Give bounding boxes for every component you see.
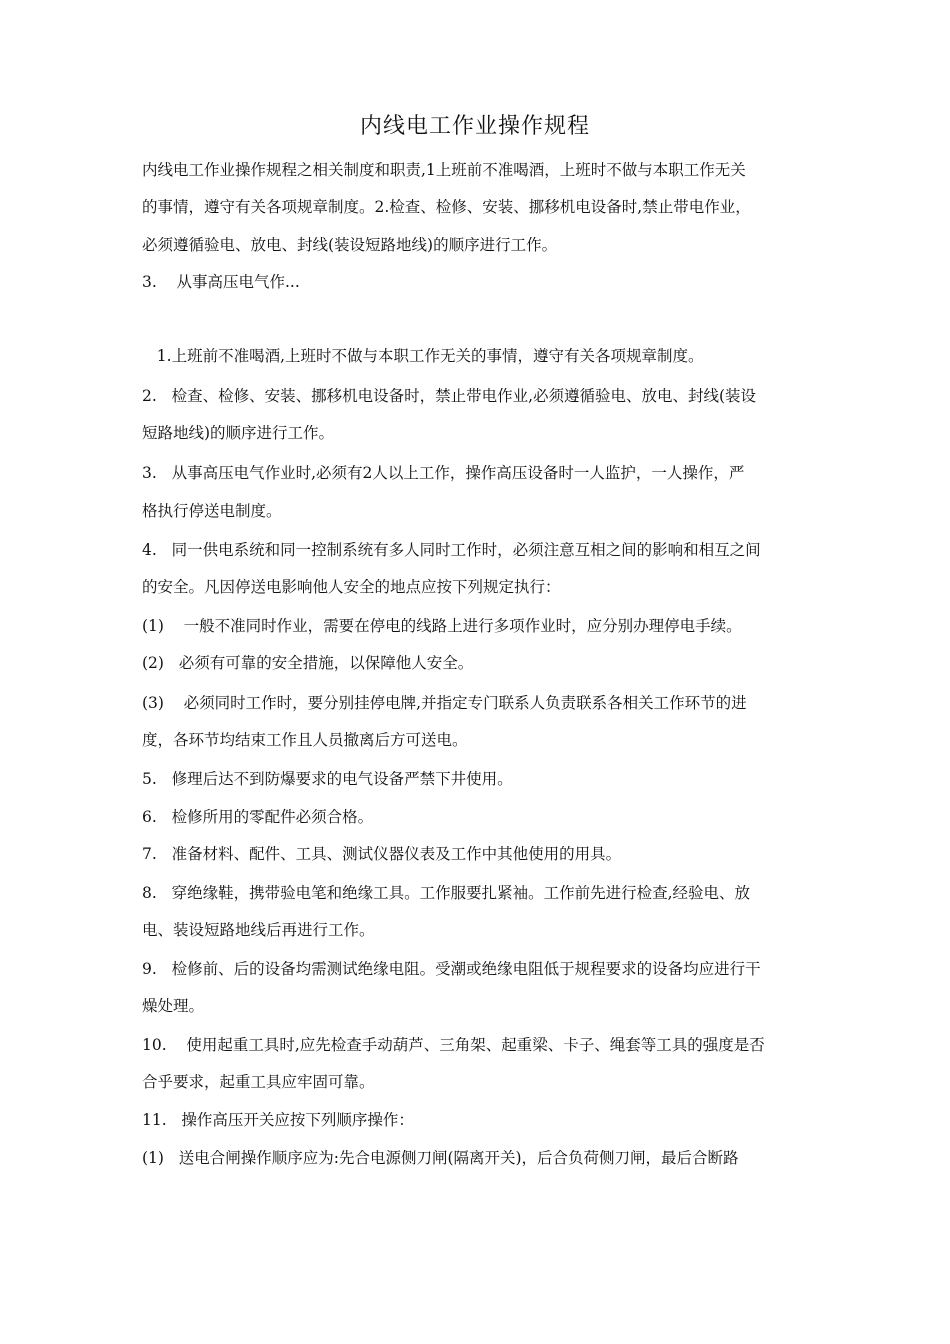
body-line: (1) 送电合闸操作顺序应为:先合电源侧刀闸(隔离开关)，后合负荷侧刀闸，最后合断路 xyxy=(142,1149,739,1167)
body-line: 11. 操作高压开关应按下列顺序操作： xyxy=(142,1111,414,1129)
body-line: 燥处理。 xyxy=(142,997,205,1015)
document-title: 内线电工作业操作规程 xyxy=(359,114,590,139)
body-line: 度，各环节均结束工作且人员撤离后方可送电。 xyxy=(142,731,468,749)
body-line: 10. 使用起重工具时,应先检查手动葫芦、三角架、起重梁、卡子、绳套等工具的强度是否 xyxy=(142,1036,765,1054)
intro-line: 内线电工作业操作规程之相关制度和职责,1上班前不准喝酒，上班时不做与本职工作无关 xyxy=(142,161,746,179)
body-line: 8. 穿绝缘鞋，携带验电笔和绝缘工具。工作服要扎紧袖。工作前先进行检查,经验电、放 xyxy=(142,884,750,902)
body-line: 5. 修理后达不到防爆要求的电气设备严禁下井使用。 xyxy=(142,770,513,788)
body-line: (3) 必须同时工作时，要分别挂停电牌,并指定专门联系人负责联系各相关工作环节的进 xyxy=(142,694,747,712)
body-line: 短路地线)的顺序进行工作。 xyxy=(142,424,335,442)
intro-line: 的事情，遵守有关各项规章制度。2.检查、检修、安装、挪移机电设备时,禁止带电作业， xyxy=(142,198,751,216)
body-line: 合乎要求，起重工具应牢固可靠。 xyxy=(142,1073,375,1091)
body-line: (2) 必须有可靠的安全措施，以保障他人安全。 xyxy=(142,654,474,672)
body-line: 9. 检修前、后的设备均需测试绝缘电阻。受潮或绝缘电阻低于规程要求的设备均应进行干 xyxy=(142,960,761,978)
intro-line: 必须遵循验电、放电、封线(装设短路地线)的顺序进行工作。 xyxy=(142,236,558,254)
body-line: 7. 准备材料、配件、工具、测试仪器仪表及工作中其他使用的用具。 xyxy=(142,845,622,863)
body-line: 3. 从事高压电气作业时,必须有2人以上工作，操作高压设备时一人监护，一人操作，严 xyxy=(142,464,745,482)
body-line: 格执行停送电制度。 xyxy=(142,502,282,520)
body-line: 4. 同一供电系统和同一控制系统有多人同时工作时，必须注意互相之间的影响和相互之间 xyxy=(142,541,761,559)
intro-line: 3. 从事高压电气作... xyxy=(142,273,300,291)
body-line: 1.上班前不准喝酒,上班时不做与本职工作无关的事情，遵守有关各项规章制度。 xyxy=(142,347,704,365)
body-line: 电、装设短路地线后再进行工作。 xyxy=(142,921,375,939)
body-line: 的安全。凡因停送电影响他人安全的地点应按下列规定执行： xyxy=(142,578,561,596)
body-line: (1) 一般不准同时作业，需要在停电的线路上进行多项作业时，应分别办理停电手续。 xyxy=(142,617,742,635)
body-line: 2. 检查、检修、安装、挪移机电设备时，禁止带电作业,必须遵循验电、放电、封线(装设 xyxy=(142,387,757,405)
body-line: 6. 检修所用的零配件必须合格。 xyxy=(142,808,374,826)
